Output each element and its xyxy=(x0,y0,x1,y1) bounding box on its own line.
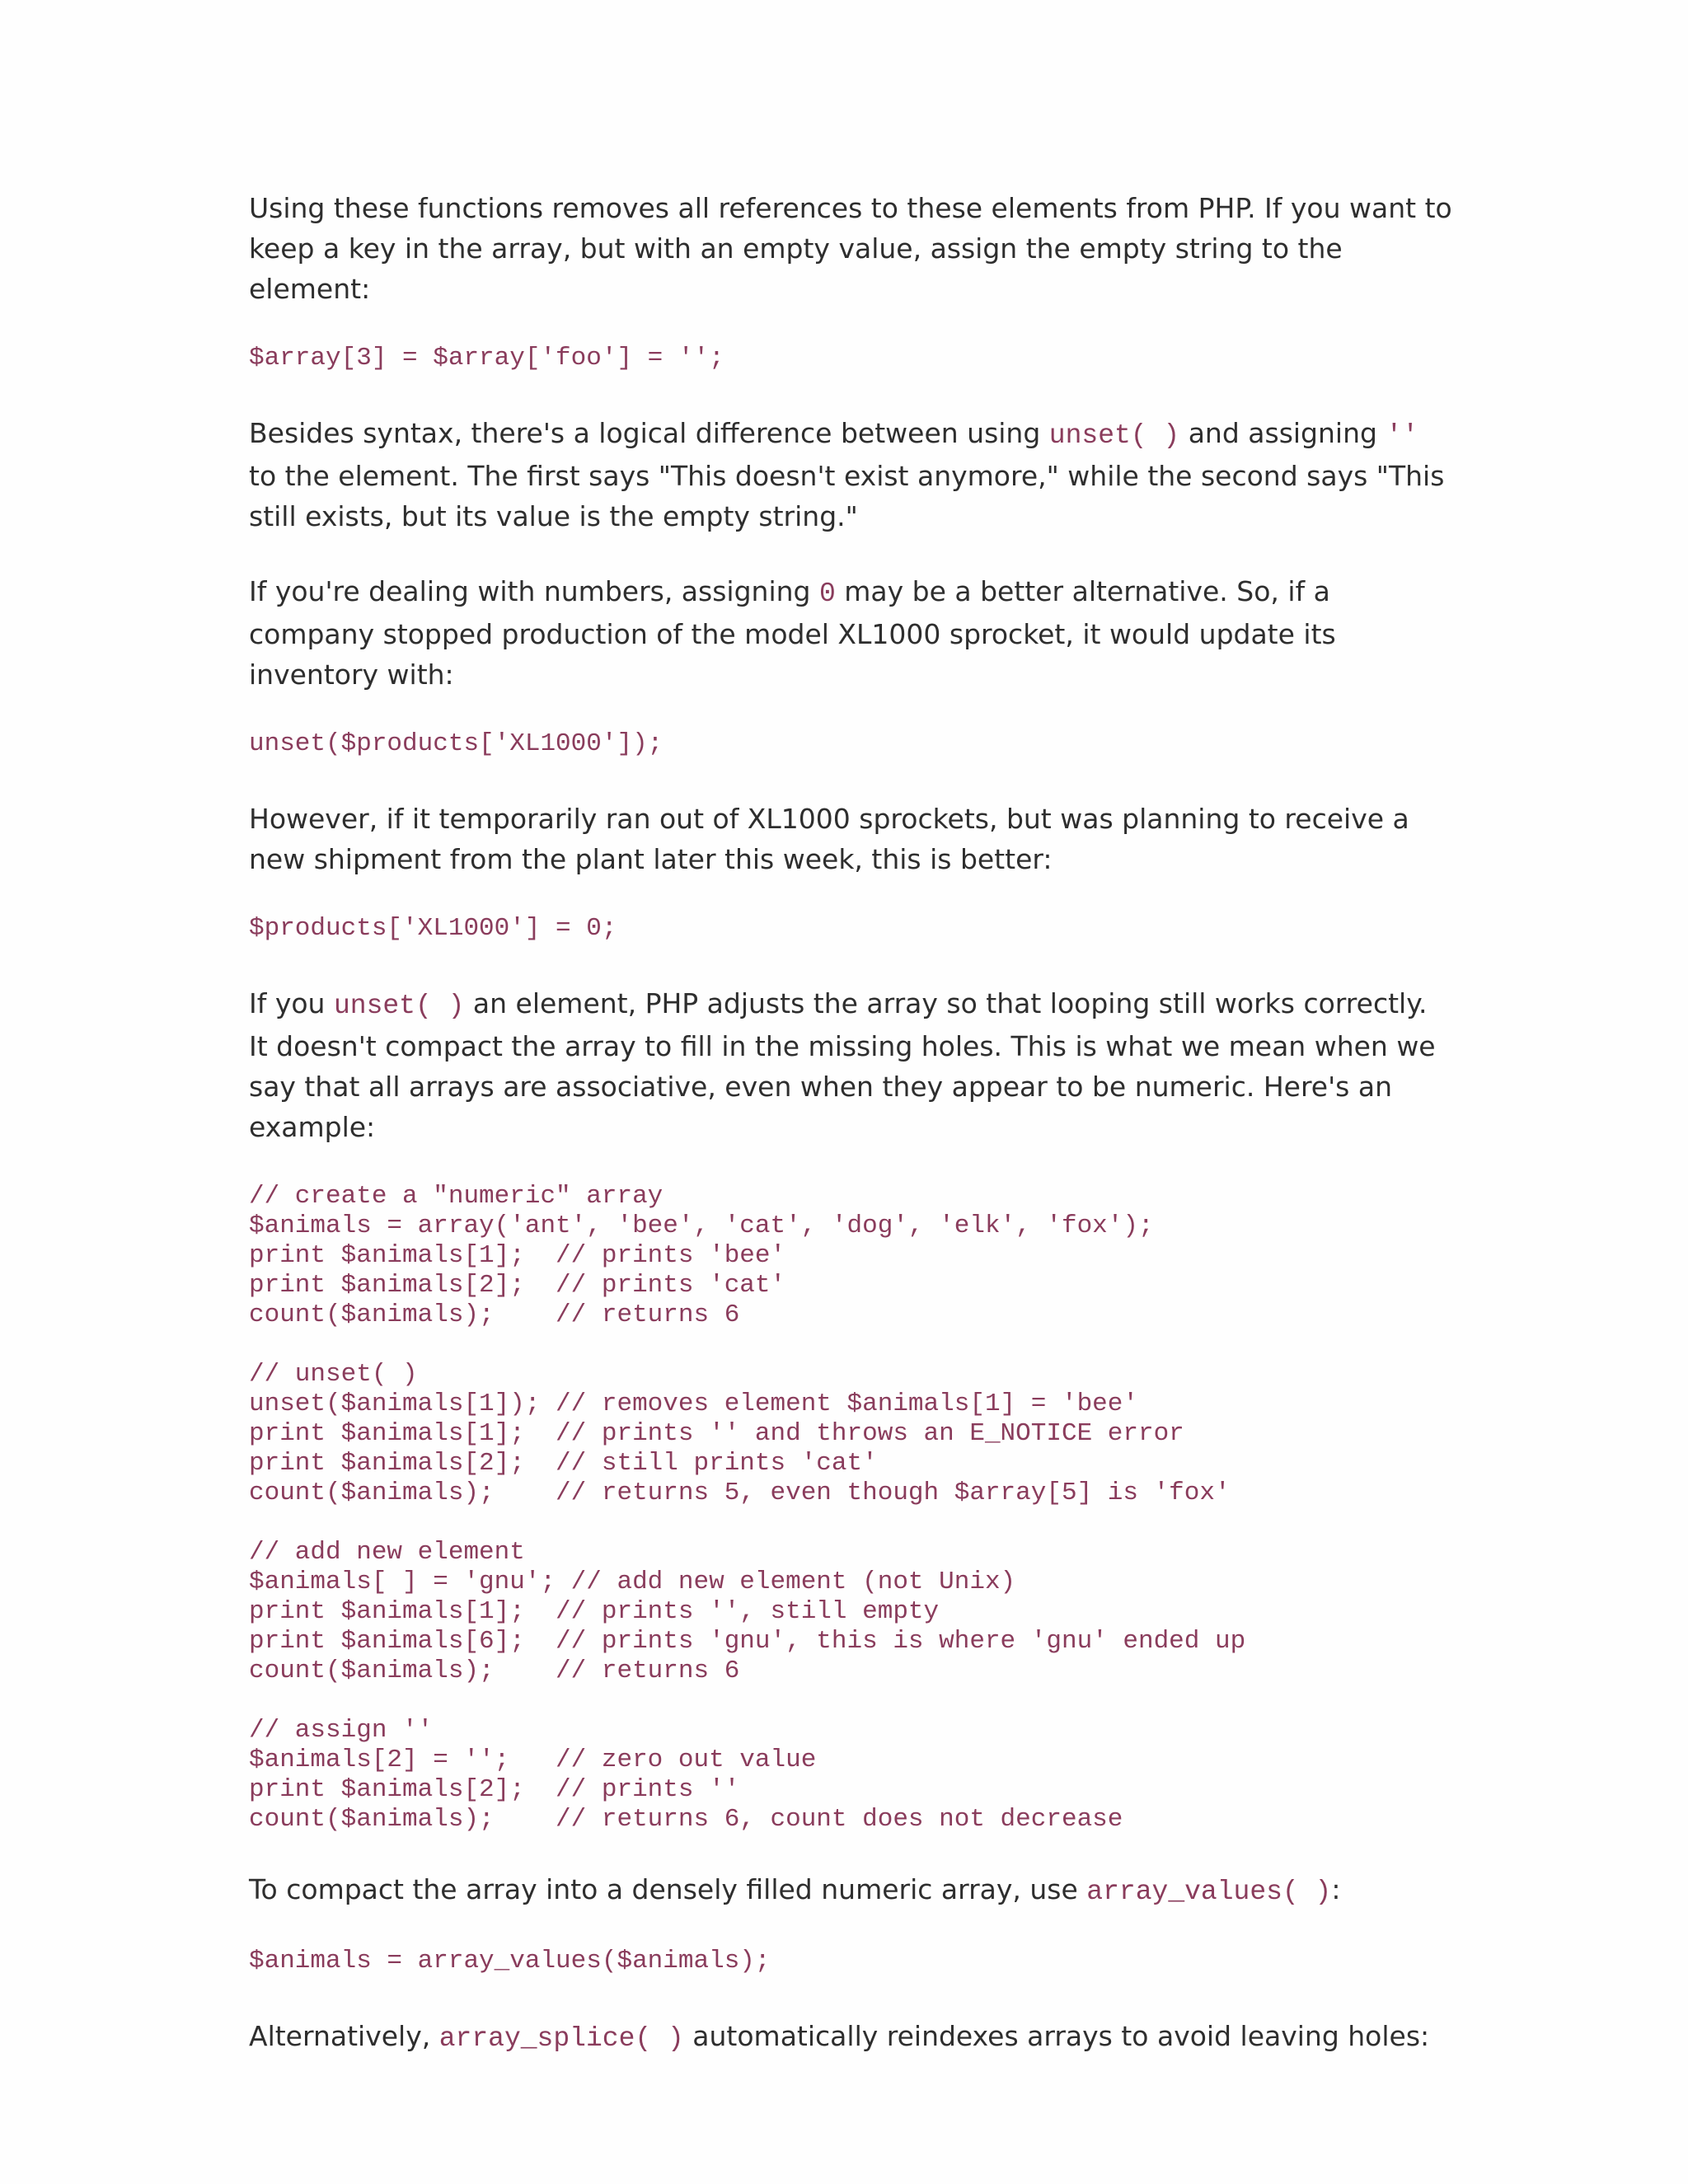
paragraph-logical-difference xyxy=(249,413,1452,537)
text-run: If you're dealing with numbers, assigning xyxy=(249,575,819,607)
code-unset-product: unset($products['XL1000']); xyxy=(249,729,663,758)
text-run: an element, PHP adjusts the array so that looping still works correctly. It doesn't compact the array to fill in the missing holes. This is what we mean when we say that all arrays are associative, even when they appear to be numeric. Here's an example: xyxy=(249,987,1436,1143)
text-run: If you xyxy=(249,987,334,1019)
text-run: To compact the array into a densely filled numeric array, use xyxy=(249,1873,1087,1905)
code-array-values: $animals = array_values($animals); xyxy=(249,1947,771,1975)
paragraph-numbers xyxy=(249,571,1452,695)
paragraph-remove-references: Using these functions removes all references to these elements from PHP. If you want to keep a key in the array, but with an empty value, assign the empty string to the element: xyxy=(249,192,1452,305)
text-run: may be a better alternative. So, if a company stopped production of the model XL1000 sprocket, it would update its inventory with: xyxy=(249,575,1336,691)
document-page xyxy=(249,188,1452,2093)
inline-code-empty-string: '' xyxy=(1386,420,1419,451)
paragraph-compact-array xyxy=(249,1869,1452,1912)
text-run: to the element. The first says "This doesn't exist anymore," while the second says "This still exists, but its value is the empty string." xyxy=(249,460,1445,532)
paragraph-temporarily-out: However, if it temporarily ran out of XL1000 sprockets, but was planning to receive a new shipment from the plant later this week, this is better: xyxy=(249,803,1409,875)
paragraph-array-splice xyxy=(249,2016,1452,2059)
code-zero-product: $products['XL1000'] = 0; xyxy=(249,914,617,943)
code-animals-example: // create a "numeric" array $animals = array('ant', 'bee', 'cat', 'dog', 'elk', 'fox'); print $animals[1]; // prints 'bee' print $animals[2]; // prints 'cat' count($animals); // returns 6 // unset( ) unset($animals[1]); // removes element $animals[1] = 'bee' print $animals[1]; // prints '' and throws an E_NOTICE error print $animals[2]; // still prints 'cat' count($animals); // returns 5, even though $array[5] is 'fox' // add new element $animals[ ] = 'gnu'; // add new element (not Unix) print $animals[1]; // prints '', still empty print $animals[6]; // prints 'gnu', this is where 'gnu' ended up count($animals); // returns 6 // assign '' $animals[2] = ''; // zero out value print $animals[2]; // prints '' count($animals); // returns 6, count does not decrease xyxy=(249,1182,1246,1834)
inline-code-unset: unset( ) xyxy=(333,991,465,1021)
inline-code-array-splice: array_splice( ) xyxy=(438,2023,684,2054)
text-run: : xyxy=(1331,1873,1341,1905)
paragraph-unset-element xyxy=(249,983,1452,1147)
code-assign-empty-string: $array[3] = $array['foo'] = ''; xyxy=(249,344,724,373)
text-run: and assigning xyxy=(1179,417,1386,449)
text-run: automatically reindexes arrays to avoid leaving holes: xyxy=(683,2020,1430,2052)
text-run: Besides syntax, there's a logical difference between using xyxy=(249,417,1049,449)
inline-code-zero: 0 xyxy=(818,579,836,609)
inline-code-array-values: array_values( ) xyxy=(1086,1877,1332,1907)
inline-code-unset: unset( ) xyxy=(1048,420,1180,451)
text-run: Alternatively, xyxy=(249,2020,439,2052)
